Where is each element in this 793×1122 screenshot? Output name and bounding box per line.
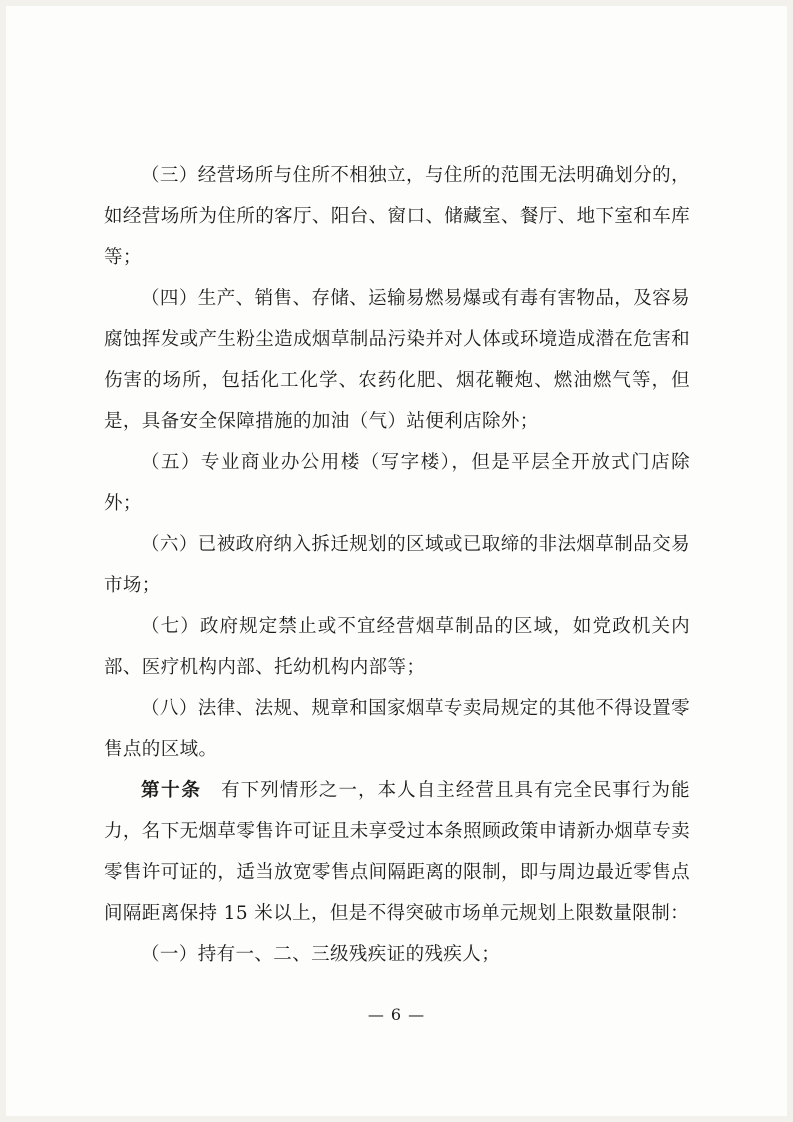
paragraph-item-4: （四）生产、销售、存储、运输易燃易爆或有毒有害物品，及容易腐蚀挥发或产生粉尘造成烟草制品污染并对人体或环境造成潜在危害和伤害的场所，包括化工化学、农药化肥、烟花鞭炮、燃油燃气等，但是，具备安全保障措施的加油（气）站便利店除外； <box>104 288 690 432</box>
page-body <box>104 155 690 975</box>
paragraph-item-6: （六）已被政府纳入拆迁规划的区域或已取缔的非法烟草制品交易市场； <box>104 534 690 596</box>
page-number: — 6 — <box>367 1005 426 1024</box>
page-edge-left <box>0 0 6 1122</box>
paragraph-item-5: （五）专业商业办公用楼（写字楼），但是平层全开放式门店除外； <box>104 452 690 514</box>
page-edge-bottom <box>0 1116 793 1122</box>
paragraph-sub-item-1: （一）持有一、二、三级残疾证的残疾人； <box>141 944 501 965</box>
paragraph-item-7: （七）政府规定禁止或不宜经营烟草制品的区域，如党政机关内部、医疗机构内部、托幼机构内部等； <box>104 616 690 678</box>
page-edge-right <box>787 0 793 1122</box>
paragraph-item-8: （八）法律、法规、规章和国家烟草专卖局规定的其他不得设置零售点的区域。 <box>104 698 690 760</box>
article-ten-body: 有下列情形之一，本人自主经营且具有完全民事行为能力，名下无烟草零售许可证且未享受过本条照顾政策申请新办烟草专卖零售许可证的，适当放宽零售点间隔距离的限制，即与周边最近零售点间隔距离保持 15 米以上，但是不得突破市场单元规划上限数量限制： <box>104 780 690 924</box>
article-ten-paragraph <box>104 770 690 934</box>
paragraph-item-3: （三）经营场所与住所不相独立，与住所的范围无法明确划分的，如经营场所为住所的客厅、阳台、窗口、储藏室、餐厅、地下室和车库等； <box>104 165 690 268</box>
article-ten-heading: 第十条 <box>141 780 202 801</box>
page-edge-top <box>0 0 793 6</box>
